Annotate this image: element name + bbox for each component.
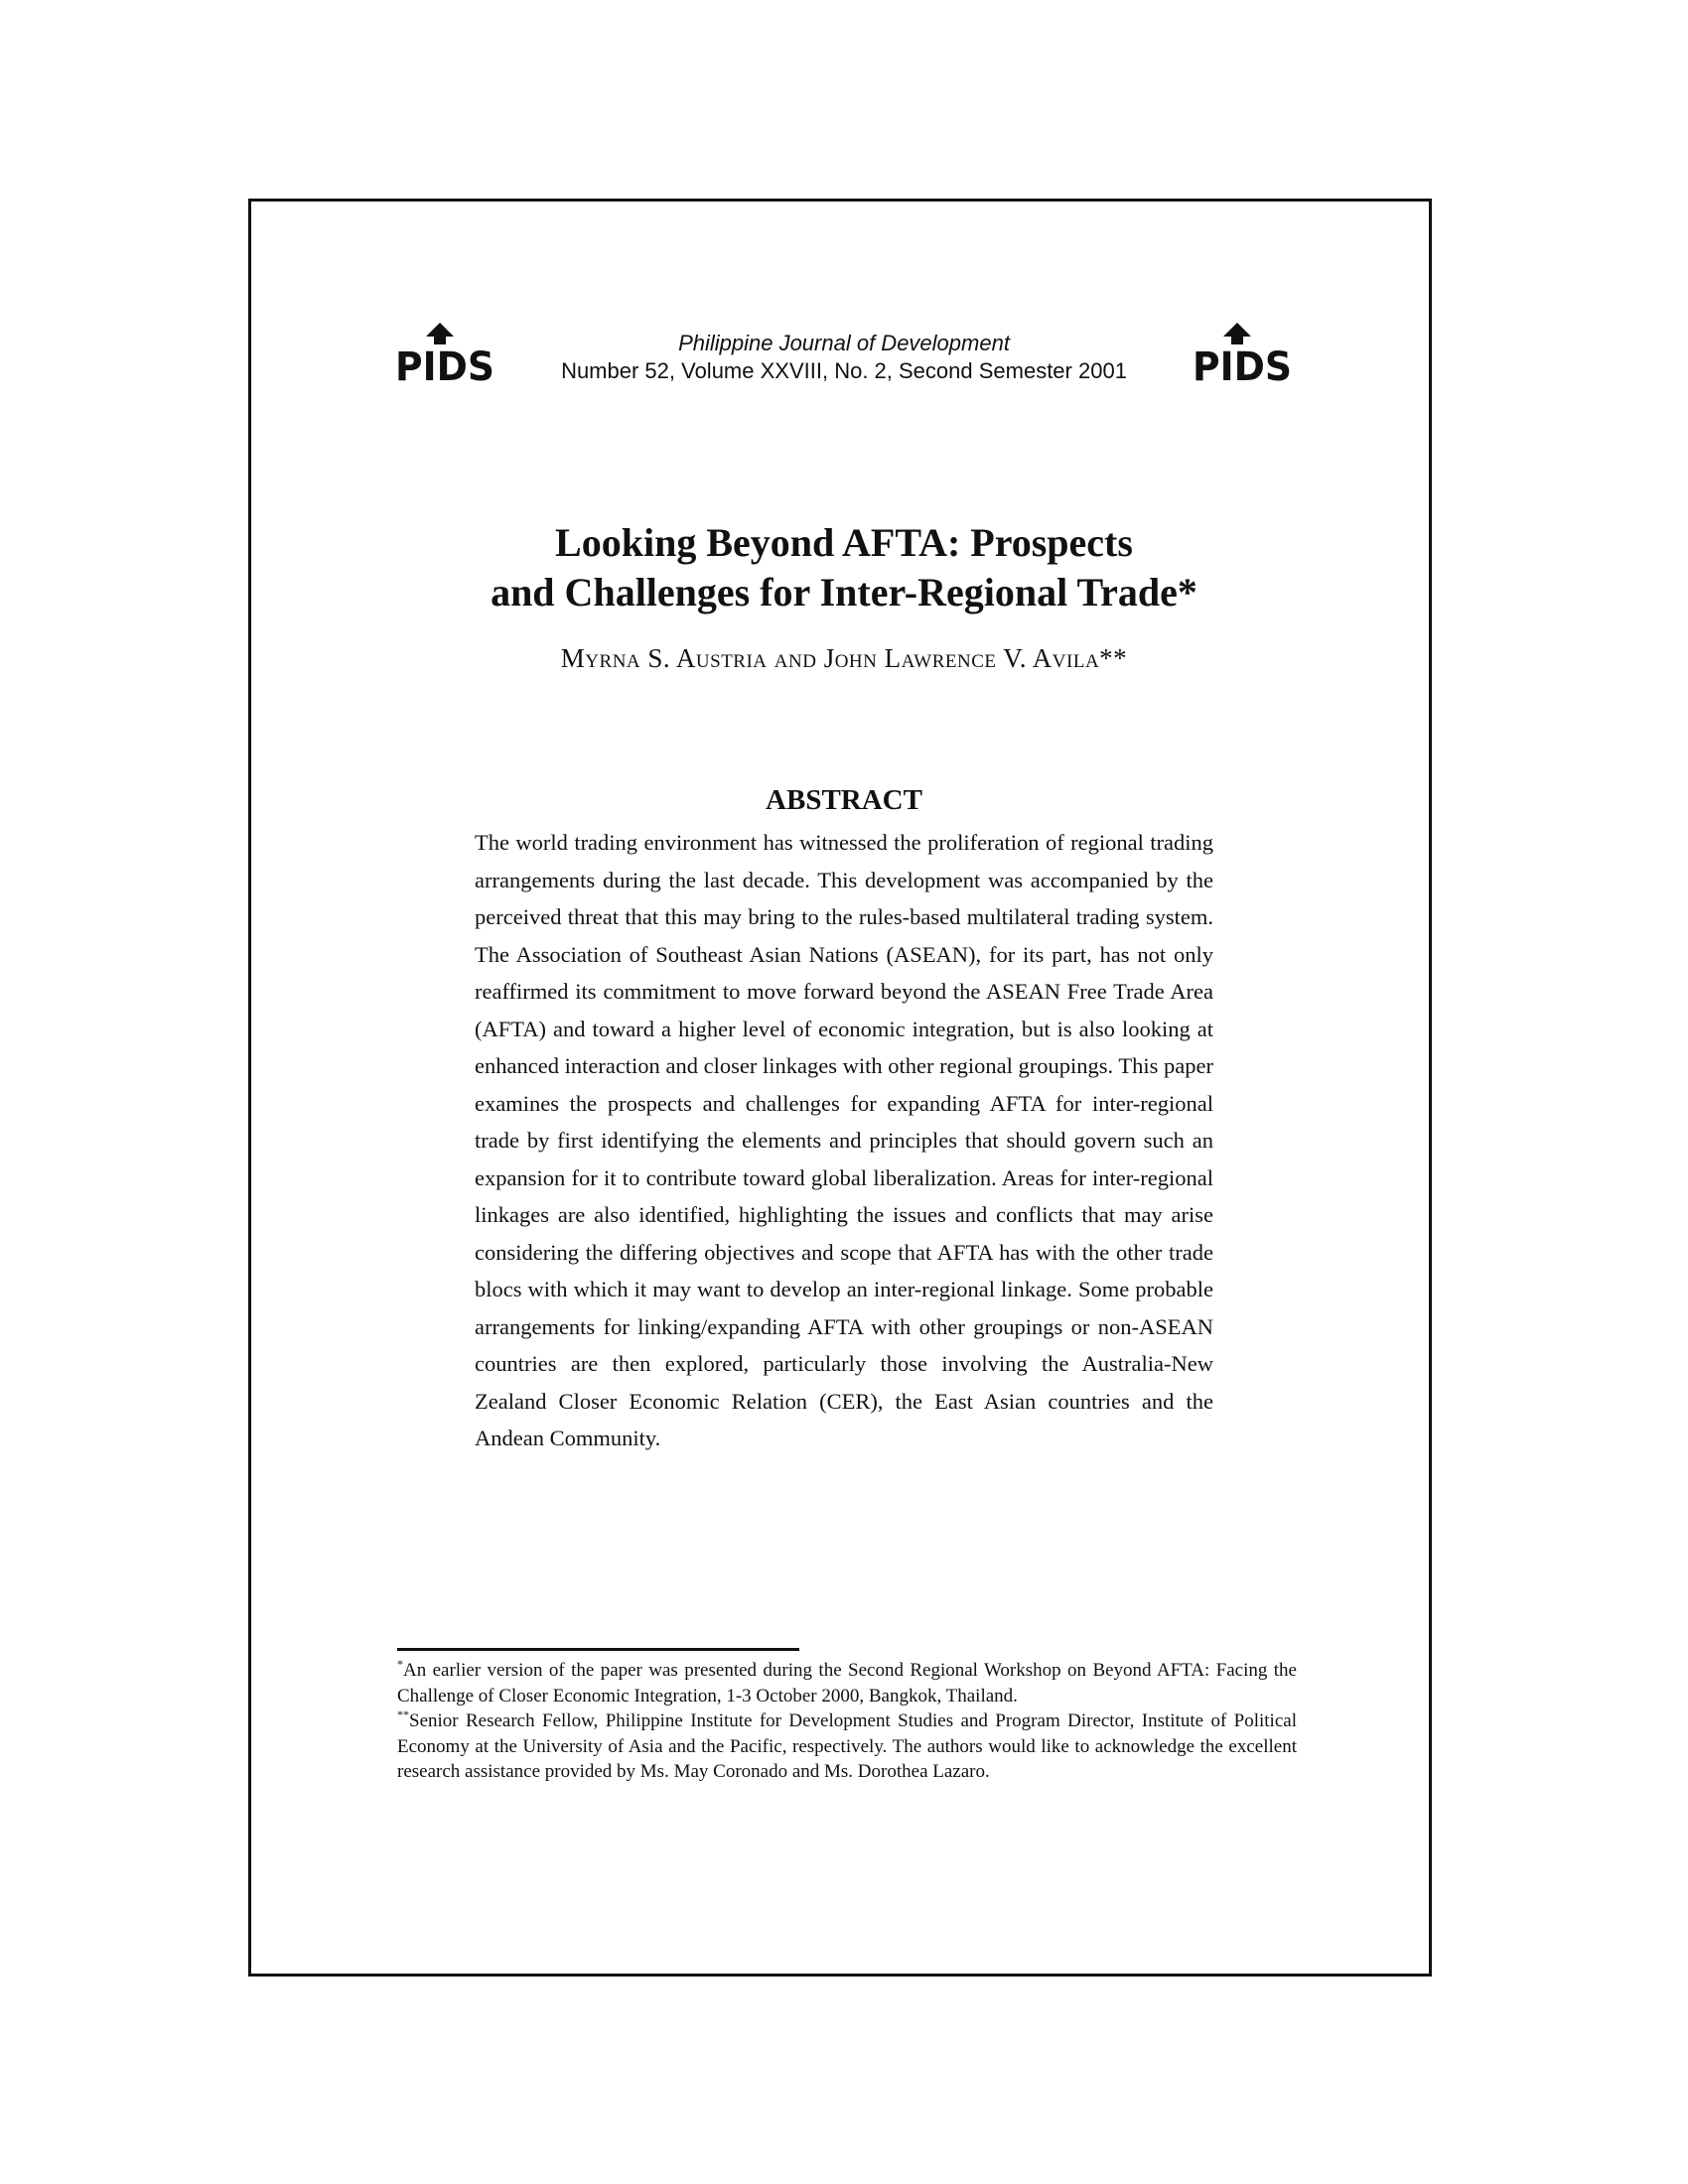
footnote-divider xyxy=(397,1648,799,1651)
paper-authors: Myrna S. Austria and John Lawrence V. Avila** xyxy=(560,643,1128,673)
journal-name: Philippine Journal of Development xyxy=(678,331,1010,355)
paper-title xyxy=(298,518,1390,617)
abstract-body: The world trading environment has witnessed the proliferation of regional trading arrangements during the last decade. This development was accompanied by the perceived threat that this may bring to the rules-based multilateral trading system. The Association of Southeast Asian Nations (ASEAN), for its part, has not only reaffirmed its commitment to move forward beyond the ASEAN Free Trade Area (AFTA) and toward a higher level of economic integration, but is also looking at enhanced interaction and closer linkages with other regional groupings. This paper examines the prospects and challenges for expanding AFTA for inter-regional trade by first identifying the elements and principles that should govern such an expansion for it to contribute toward global liberalization. Areas for inter-regional linkages are also identified, highlighting the issues and conflicts that may arise considering the differing objectives and scope that AFTA has with the other trade blocs with which it may want to develop an inter-regional linkage. Some probable arrangements for linking/expanding AFTA with other groupings or non-ASEAN countries are then explored, particularly those involving the Australia-New Zealand Closer Economic Relation (CER), the East Asian countries and the Andean Community. xyxy=(475,830,1213,1450)
footnote-1 xyxy=(397,1658,1297,1708)
logo-text: PIDS xyxy=(1193,344,1292,382)
title-line-1: Looking Beyond AFTA: Prospects xyxy=(555,520,1133,565)
pids-logo-icon xyxy=(394,323,495,382)
title-line-2: and Challenges for Inter-Regional Trade* xyxy=(491,570,1197,614)
logo-text: PIDS xyxy=(395,344,494,382)
journal-issue: Number 52, Volume XXVIII, No. 2, Second Semester 2001 xyxy=(561,358,1127,383)
pids-logo-left xyxy=(394,323,495,382)
footnote-text: Senior Research Fellow, Philippine Institute for Development Studies and Program Director, Institute of Political Economy at the University of Asia and the Pacific, respectively. The authors would like to acknowledge the excellent research assistance provided by Ms. May Coronado and Ms. Dorothea Lazaro. xyxy=(397,1710,1297,1782)
footnote-marker: * xyxy=(397,1657,403,1671)
footnote-2 xyxy=(397,1708,1297,1785)
abstract-heading: ABSTRACT xyxy=(766,784,922,816)
footnote-marker: ** xyxy=(397,1707,409,1721)
journal-header xyxy=(516,330,1172,385)
pids-logo-icon xyxy=(1192,323,1293,382)
footnote-text: An earlier version of the paper was presented during the Second Regional Workshop on Beyond AFTA: Facing the Challenge of Closer Economic Integration, 1-3 October 2000, Bangkok, Thailand. xyxy=(397,1660,1297,1706)
pids-logo-right xyxy=(1192,323,1293,382)
footnotes xyxy=(397,1658,1297,1785)
